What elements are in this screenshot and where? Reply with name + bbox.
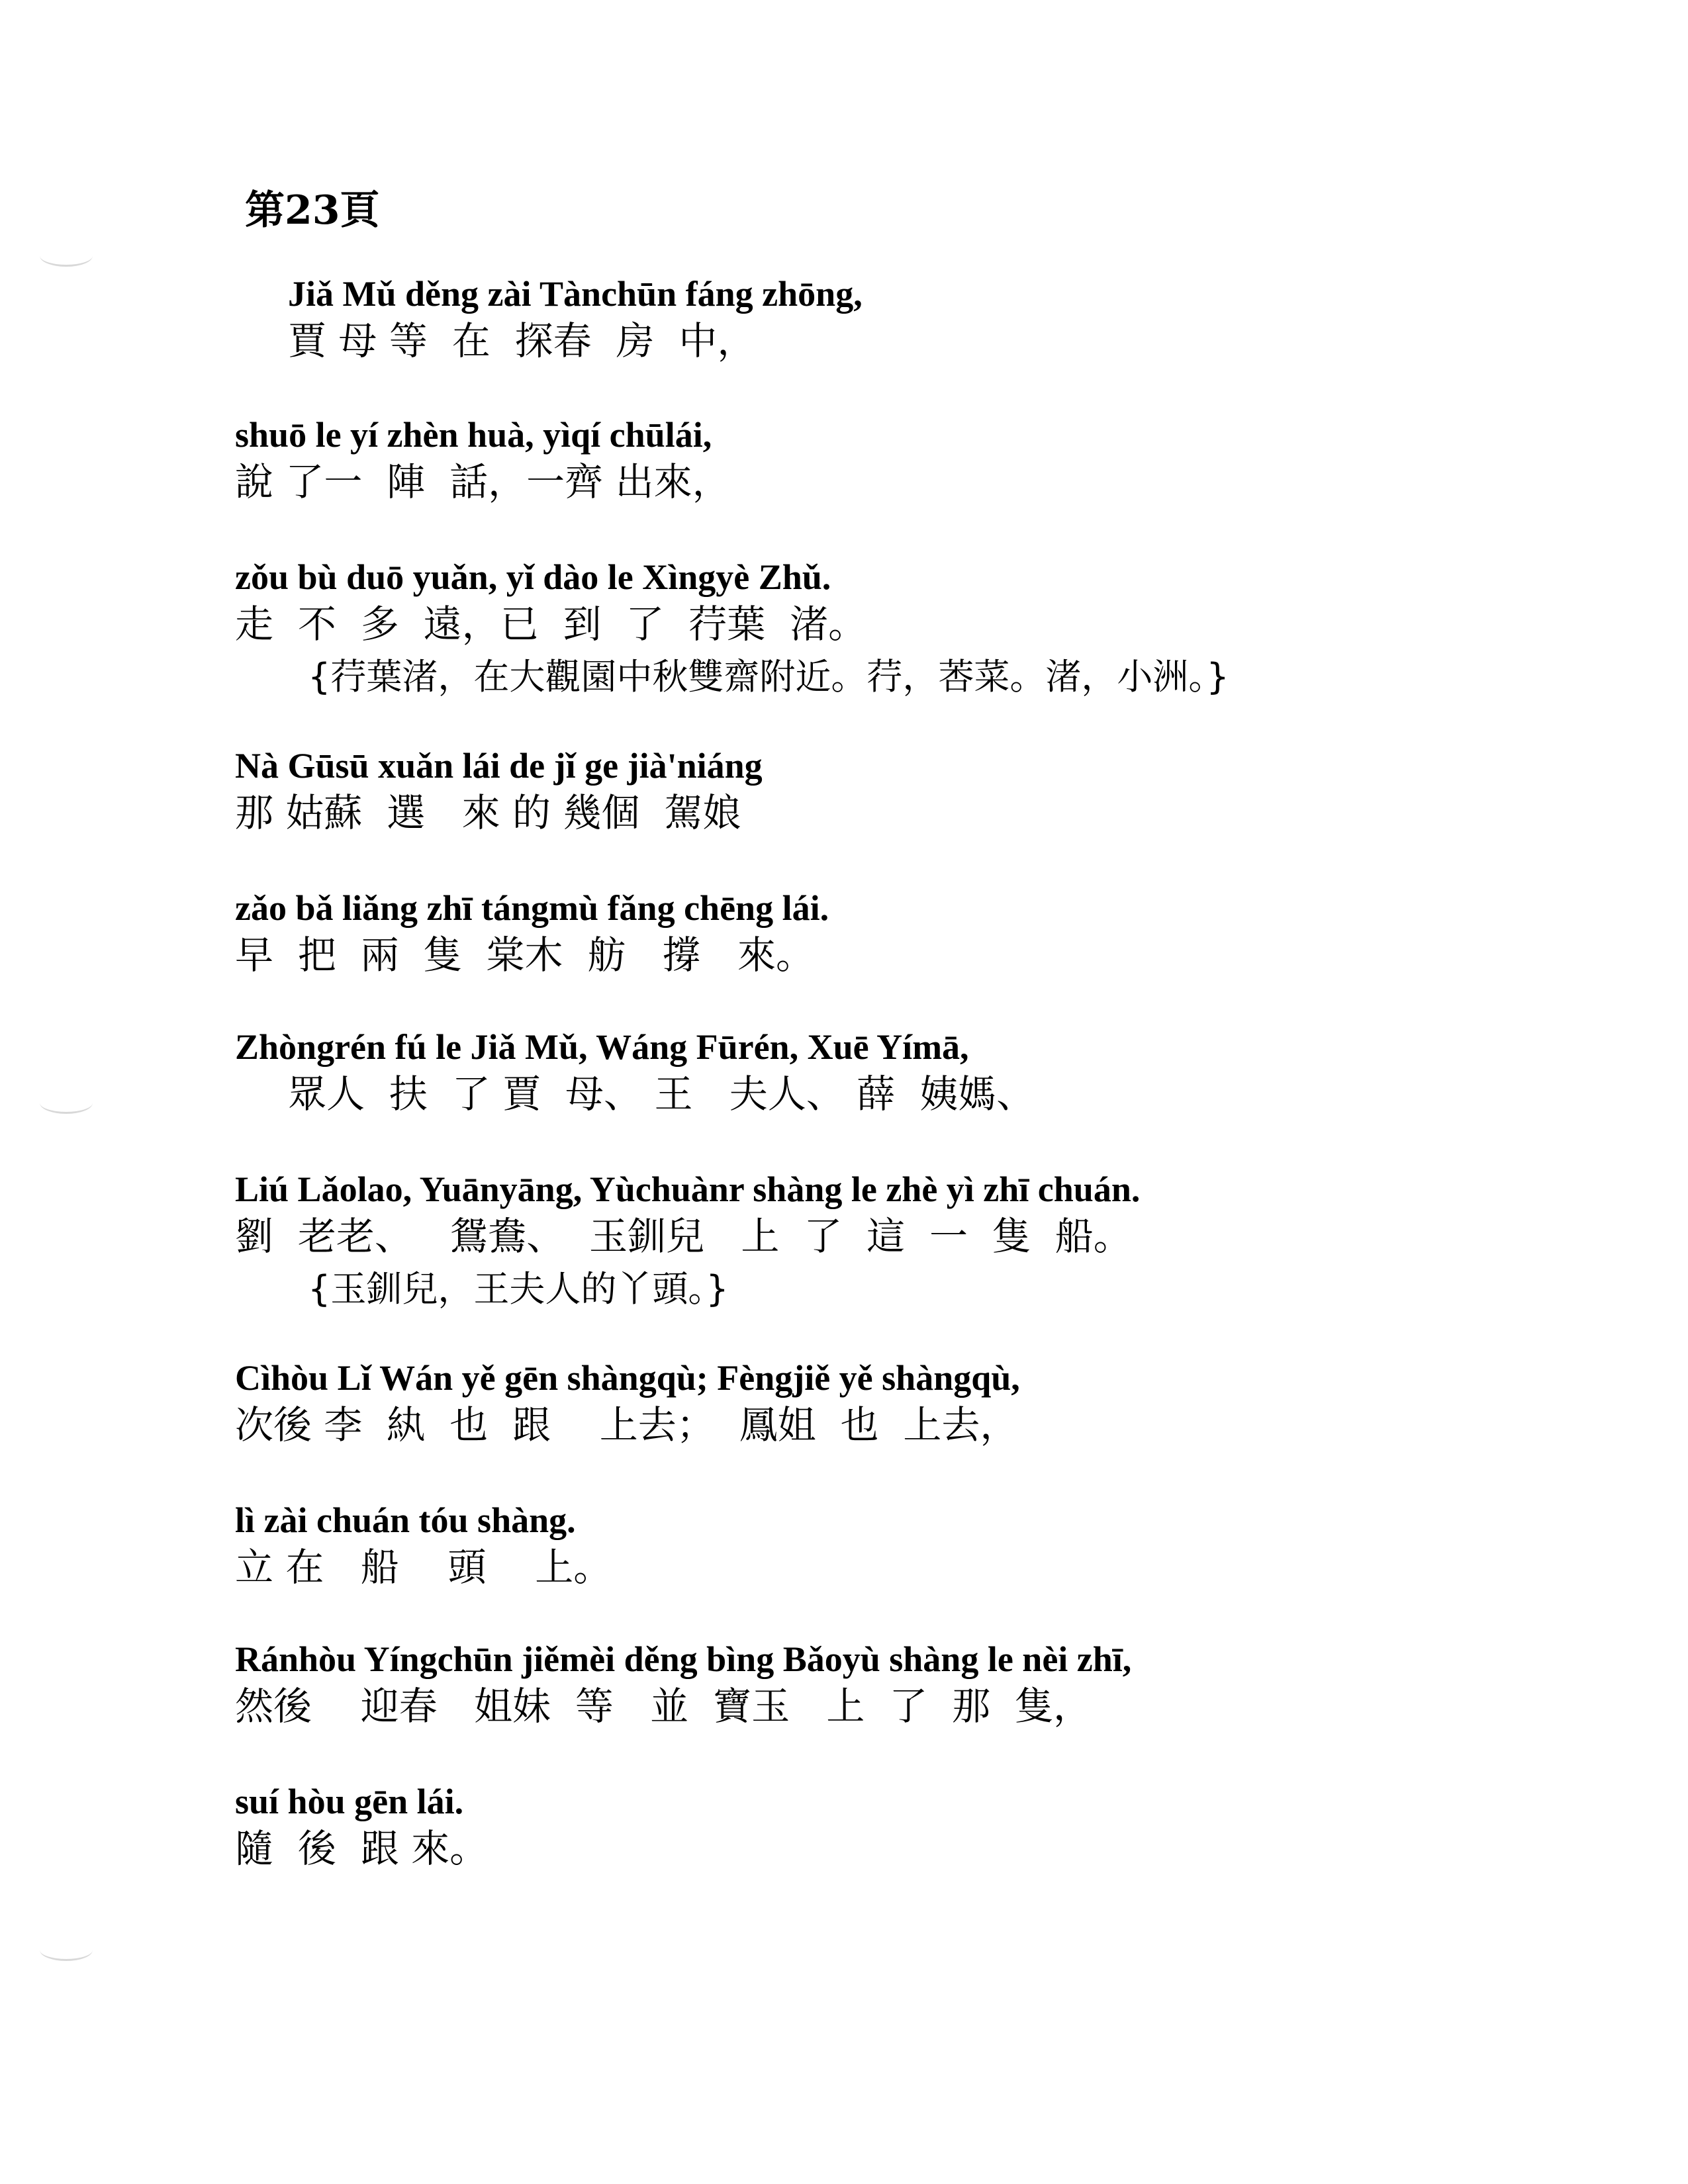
hanzi-line: 次後 李 紈 也 跟 上去； 鳳姐 也 上去，	[235, 1402, 1019, 1447]
hanzi-line: 然後 迎春 姐妹 等 並 寶玉 上 了 那 隻，	[235, 1684, 1092, 1729]
stanza-10	[235, 1638, 1493, 1729]
hanzi-line: 賈 母 等 在 探春 房 中，	[288, 318, 756, 363]
pinyin-line: Jiǎ Mǔ děng zài Tànchūn fáng zhōng,	[288, 274, 863, 314]
stanza-4	[235, 745, 1493, 836]
stanza-7	[235, 1168, 1493, 1311]
punch-hole-mark-top	[40, 245, 93, 267]
pinyin-line: Cìhòu Lǐ Wán yě gēn shàngqù; Fèngjiě yě shàngqù,	[235, 1358, 1020, 1398]
stanza-1	[235, 273, 1493, 364]
page-number-header: 第23頁	[245, 187, 380, 234]
pinyin-line: suí hòu gēn lái.	[235, 1782, 464, 1821]
hanzi-line: 劉 老老、 鴛鴦、 玉釧兒 上 了 這 一 隻 船。	[235, 1214, 1132, 1259]
pinyin-line: Ránhòu Yíngchūn jiěmèi děng bìng Bǎoyù shàng le nèi zhī,	[235, 1639, 1132, 1679]
stanza-3	[235, 556, 1493, 699]
stanza-11	[235, 1780, 1493, 1872]
pinyin-line: Nà Gūsū xuǎn lái de jǐ ge jià'niáng	[235, 746, 763, 786]
stanza-2	[235, 414, 1493, 505]
hanzi-line: 說 了一 陣 話，一齊 出來，	[235, 459, 731, 504]
pinyin-line: zǎo bǎ liǎng zhī tángmù fǎng chēng lái.	[235, 888, 829, 928]
hanzi-line: 走 不 多 遠，已 到 了 荇葉 渚。	[235, 602, 867, 647]
pinyin-line: lì zài chuán tóu shàng.	[235, 1500, 576, 1540]
stanza-6	[235, 1026, 1493, 1117]
annotation-note: {玉釧兒，王夫人的丫頭。}	[308, 1268, 729, 1310]
pinyin-line: shuō le yí zhèn huà, yìqí chūlái,	[235, 415, 712, 455]
hanzi-line: 那 姑蘇 選 來 的 幾個 駕娘	[235, 790, 741, 835]
annotation-note: {荇葉渚，在大觀園中秋雙齋附近。荇，莕菜。渚，小洲。}	[308, 656, 1229, 698]
punch-hole-mark-middle	[40, 1092, 93, 1114]
hanzi-line: 立 在 船 頭 上。	[235, 1545, 612, 1590]
pinyin-line: Liú Lǎolao, Yuānyāng, Yùchuànr shàng le zhè yì zhī chuán.	[235, 1169, 1141, 1209]
punch-hole-mark-bottom	[40, 1939, 93, 1961]
stanza-5	[235, 887, 1493, 978]
stanza-8	[235, 1357, 1493, 1448]
hanzi-line: 隨 後 跟 來。	[235, 1826, 489, 1871]
hanzi-line: 眾人 扶 了 賈 母、 王 夫人、 薛 姨媽、	[288, 1071, 1035, 1116]
stanza-9	[235, 1499, 1493, 1590]
hanzi-line: 早 把 兩 隻 棠木 舫 撐 來。	[235, 933, 814, 978]
pinyin-line: zǒu bù duō yuǎn, yǐ dào le Xìngyè Zhǔ.	[235, 557, 831, 597]
pinyin-line: Zhòngrén fú le Jiǎ Mǔ, Wáng Fūrén, Xuē Yímā,	[235, 1027, 969, 1067]
